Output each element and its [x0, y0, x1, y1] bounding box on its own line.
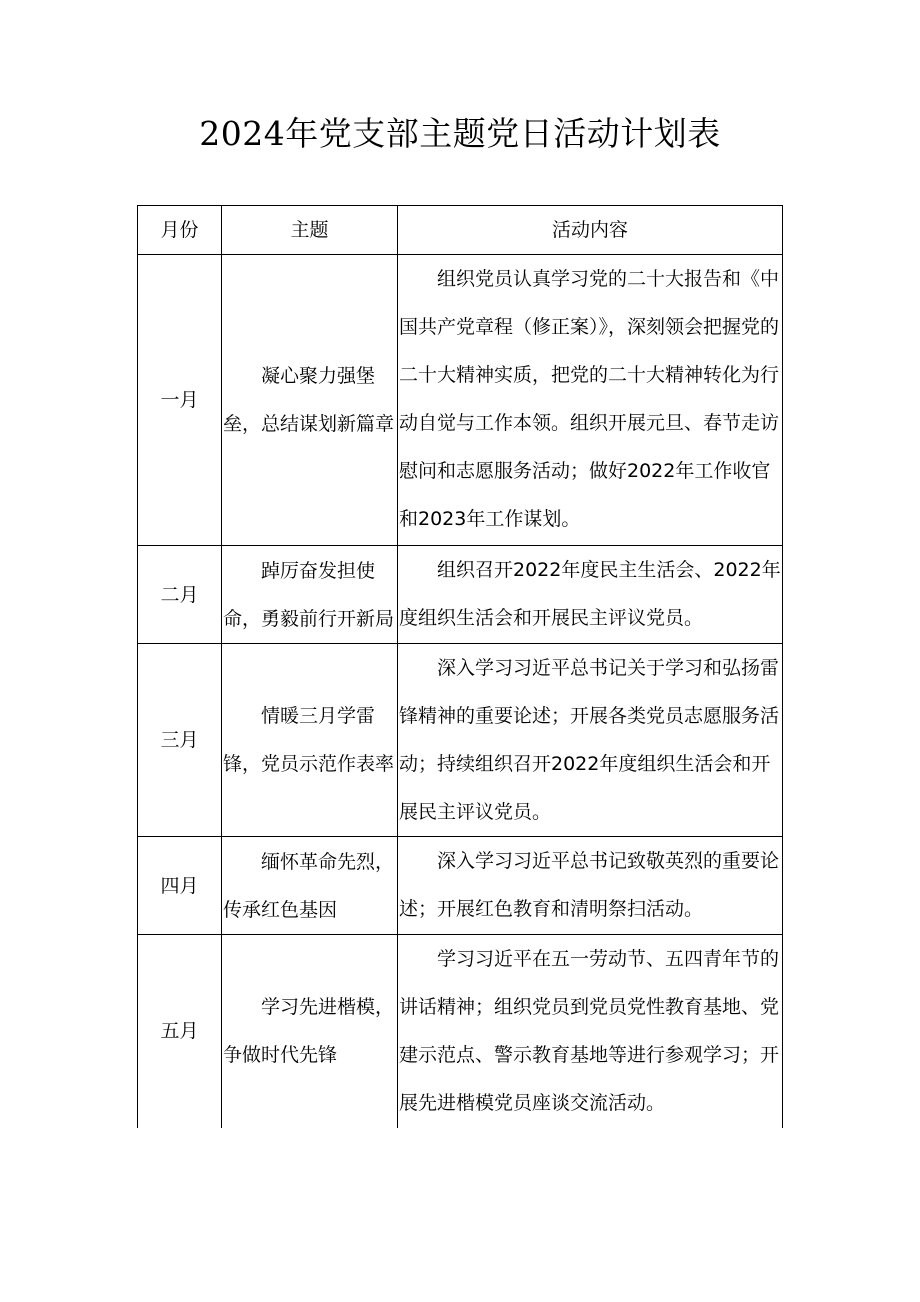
document-title: 2024年党支部主题党日活动计划表: [199, 114, 721, 153]
row-content: 组织召开2022年度民主生活会、2022年度组织生活会和开展民主评议党员。: [398, 546, 783, 644]
table-row: [138, 837, 783, 935]
row-content: 组织党员认真学习党的二十大报告和《中国共产党章程（修正案）》，深刻领会把握党的二十大精神实质，把党的二十大精神转化为行动自觉与工作本领。组织开展元旦、春节走访慰问和志愿服务活动；做好2022年工作收官和2023年工作谋划。: [398, 255, 783, 546]
row-theme: 情暖三月学雷锋，党员示范作表率: [222, 644, 398, 837]
row-month: 四月: [138, 837, 222, 935]
row-month: 五月: [138, 935, 222, 1128]
row-content: 深入学习习近平总书记致敬英烈的重要论述；开展红色教育和清明祭扫活动。: [398, 837, 783, 935]
row-theme: 凝心聚力强堡垒，总结谋划新篇章: [222, 255, 398, 546]
row-theme: 踔厉奋发担使命，勇毅前行开新局: [222, 546, 398, 644]
activity-plan-table: [137, 205, 783, 1128]
table-row: [138, 546, 783, 644]
table-row: [138, 255, 783, 546]
row-content: 深入学习习近平总书记关于学习和弘扬雷锋精神的重要论述；开展各类党员志愿服务活动；持续组织召开2022年度组织生活会和开展民主评议党员。: [398, 644, 783, 837]
row-month: 三月: [138, 644, 222, 837]
table-row: [138, 935, 783, 1128]
row-month: 二月: [138, 546, 222, 644]
row-theme: 缅怀革命先烈，传承红色基因: [222, 837, 398, 935]
table-header-row: [138, 206, 783, 255]
header-month: 月份: [138, 206, 222, 255]
row-theme: 学习先进楷模，争做时代先锋: [222, 935, 398, 1128]
header-content: 活动内容: [398, 206, 783, 255]
row-month: 一月: [138, 255, 222, 546]
row-content: 学习习近平在五一劳动节、五四青年节的讲话精神；组织党员到党员党性教育基地、党建示范点、警示教育基地等进行参观学习；开展先进楷模党员座谈交流活动。: [398, 935, 783, 1128]
header-theme: 主题: [222, 206, 398, 255]
table-row: [138, 644, 783, 837]
